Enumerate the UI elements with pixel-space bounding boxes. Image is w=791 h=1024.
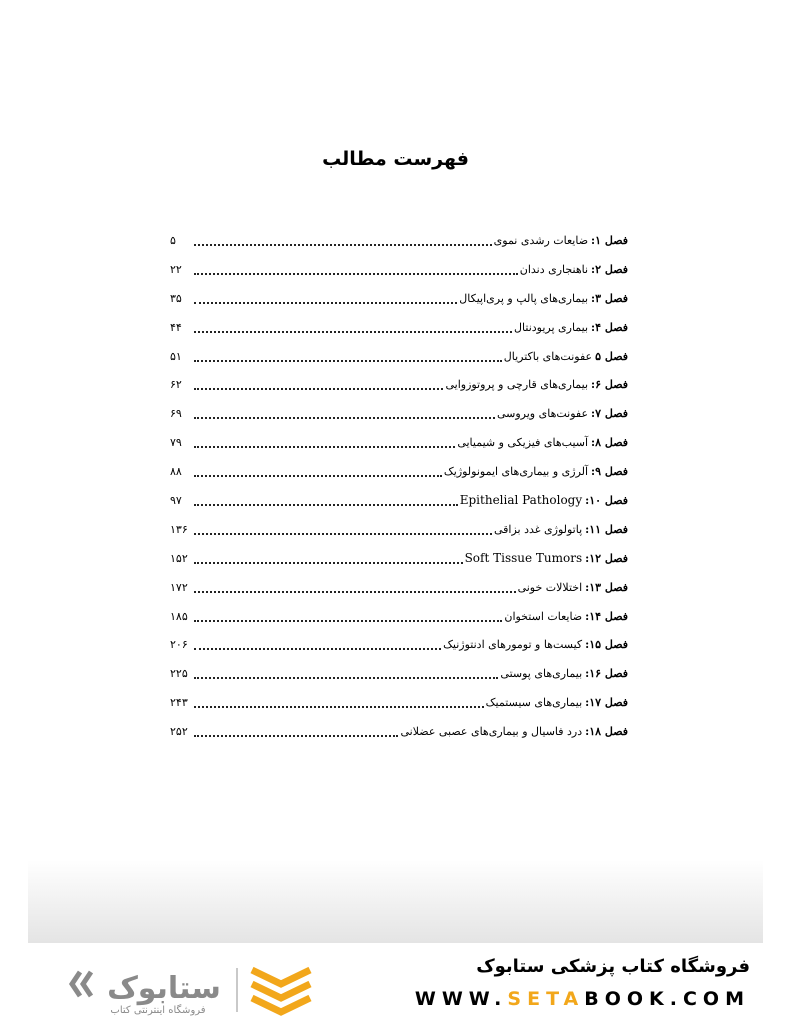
toc-entry[interactable] <box>170 284 628 313</box>
toc-page-number: ۵ <box>170 233 176 247</box>
toc-chapter-title: ناهنجاری دندان <box>519 262 589 276</box>
toc-chapter-title: بیماری‌های قارچی و پروتوزوایی <box>445 378 589 392</box>
setabook-logo-icon <box>246 962 316 1016</box>
toc-chapter-number: فصل ۱۲: <box>585 551 628 565</box>
toc-chapter-number: فصل ۴: <box>591 320 628 334</box>
toc-dot-leader <box>194 734 398 737</box>
table-of-contents <box>170 226 628 746</box>
toc-dot-leader <box>194 474 442 477</box>
toc-page-number: ۲۰۶ <box>170 638 188 652</box>
toc-dot-leader <box>194 676 498 679</box>
toc-chapter-number: فصل ۱۰: <box>585 493 628 507</box>
toc-chapter-title: اختلالات خونی <box>517 580 583 594</box>
toc-entry[interactable] <box>170 370 628 399</box>
toc-chapter-title: بیماری‌های پالپ و پری‌اپیکال <box>459 291 589 305</box>
page-title: فهرست مطالب <box>322 148 469 170</box>
toc-entry[interactable] <box>170 515 628 544</box>
toc-page-number: ۱۵۲ <box>170 551 188 565</box>
toc-dot-leader <box>194 359 502 362</box>
toc-chapter-number: فصل ۹: <box>591 465 628 479</box>
toc-page-number: ۲۵۲ <box>170 725 188 739</box>
toc-page-number: ۱۷۲ <box>170 580 188 594</box>
toc-chapter-number: فصل ۱۶: <box>585 667 628 681</box>
toc-chapter-number: فصل ۱۵: <box>585 638 628 652</box>
toc-chapter-title: کیست‌ها و تومورهای ادنتوژنیک <box>443 638 583 652</box>
toc-dot-leader <box>194 532 492 535</box>
toc-chapter-number: فصل ۱۴: <box>585 609 628 623</box>
toc-page-number: ۲۲۵ <box>170 667 188 681</box>
toc-chapter-title: آسیب‌های فیزیکی و شیمیایی <box>457 436 589 450</box>
toc-chapter-title: ضایعات رشدی نموی <box>493 233 589 247</box>
url-suffix: BOOK.COM <box>584 988 750 1010</box>
store-url[interactable] <box>380 988 750 1010</box>
toc-dot-leader <box>194 590 516 593</box>
toc-page-number: ۱۸۵ <box>170 609 188 623</box>
toc-page-number: ۸۸ <box>170 465 182 479</box>
toc-dot-leader <box>194 301 457 304</box>
logo-chevron-1 <box>252 970 310 984</box>
toc-chapter-title: درد فاسیال و بیماری‌های عصبی عضلانی <box>400 725 583 739</box>
logo-chevron-left-2 <box>83 972 91 996</box>
toc-dot-leader <box>194 330 512 333</box>
toc-dot-leader <box>194 619 502 622</box>
setabook-logo-wordmark <box>66 962 226 1016</box>
toc-page-number: ۵۱ <box>170 349 182 363</box>
toc-chapter-title: آلرژی و بیماری‌های ایمونولوژیک <box>443 465 589 479</box>
toc-page-number: ۶۲ <box>170 378 182 392</box>
url-accent: SETA <box>507 988 585 1010</box>
toc-dot-leader <box>194 387 443 390</box>
toc-chapter-title: پاتولوژی غدد بزاقی <box>493 522 583 536</box>
toc-chapter-number: فصل ۸: <box>591 436 628 450</box>
toc-chapter-number: فصل ۱۱: <box>585 522 628 536</box>
logo-subtext: فروشگاه اینترنتی کتاب <box>110 1005 206 1016</box>
logo-chevron-left-1 <box>72 972 80 996</box>
logo-divider <box>236 968 238 1012</box>
toc-dot-leader <box>194 416 495 419</box>
toc-entry[interactable] <box>170 226 628 255</box>
toc-page-number: ۹۷ <box>170 493 182 507</box>
toc-entry[interactable] <box>170 399 628 428</box>
toc-entry[interactable] <box>170 602 628 631</box>
toc-entry[interactable] <box>170 428 628 457</box>
toc-page-number: ۶۹ <box>170 407 182 421</box>
toc-dot-leader <box>194 561 463 564</box>
toc-entry[interactable] <box>170 630 628 659</box>
toc-chapter-number: فصل ۶: <box>591 378 628 392</box>
toc-entry[interactable] <box>170 255 628 284</box>
toc-chapter-number: فصل ۱۸: <box>585 725 628 739</box>
toc-page-number: ۱۳۶ <box>170 522 188 536</box>
toc-dot-leader <box>194 503 458 506</box>
toc-entry[interactable] <box>170 717 628 746</box>
toc-page-number: ۴۴ <box>170 320 182 334</box>
toc-page-number: ۷۹ <box>170 436 182 450</box>
store-name: فروشگاه کتاب پزشکی ستابوک <box>476 956 750 977</box>
toc-page-number: ۲۲ <box>170 262 182 276</box>
toc-chapter-number: فصل ۳: <box>591 291 628 305</box>
toc-chapter-title: عفونت‌های باکتریال <box>503 349 593 363</box>
toc-chapter-title: Epithelial Pathology <box>459 493 583 508</box>
toc-entry[interactable] <box>170 457 628 486</box>
toc-dot-leader <box>194 445 455 448</box>
toc-dot-leader <box>194 272 518 275</box>
toc-chapter-title: بیماری‌های پوستی <box>500 667 583 681</box>
toc-dot-leader <box>194 243 492 246</box>
toc-chapter-title: Soft Tissue Tumors <box>464 551 583 566</box>
url-prefix: WWW. <box>414 988 508 1010</box>
toc-entry[interactable] <box>170 486 628 515</box>
toc-chapter-number: فصل ۱۳: <box>585 580 628 594</box>
logo-text: ستابوک <box>107 971 221 1006</box>
toc-page-number: ۳۵ <box>170 291 182 305</box>
toc-entry[interactable] <box>170 573 628 602</box>
toc-chapter-title: ضایعات استخوان <box>504 609 583 623</box>
toc-entry[interactable] <box>170 342 628 371</box>
toc-chapter-number: فصل ۱: <box>591 233 628 247</box>
toc-dot-leader <box>194 705 484 708</box>
toc-chapter-number: فصل ۷: <box>591 407 628 421</box>
toc-dot-leader <box>194 647 441 650</box>
toc-page-number: ۲۴۳ <box>170 696 188 710</box>
toc-entry[interactable] <box>170 313 628 342</box>
toc-entry[interactable] <box>170 688 628 717</box>
toc-chapter-title: عفونت‌های ویروسی <box>496 407 589 421</box>
toc-chapter-number: فصل ۱۷: <box>585 696 628 710</box>
toc-chapter-title: بیماری‌های سیستمیک <box>485 696 583 710</box>
toc-chapter-number: فصل ۲: <box>591 262 628 276</box>
toc-entry[interactable] <box>170 544 628 573</box>
toc-entry[interactable] <box>170 659 628 688</box>
toc-chapter-title: بیماری پریودنتال <box>514 320 589 334</box>
toc-chapter-number: فصل ۵ <box>595 349 628 363</box>
